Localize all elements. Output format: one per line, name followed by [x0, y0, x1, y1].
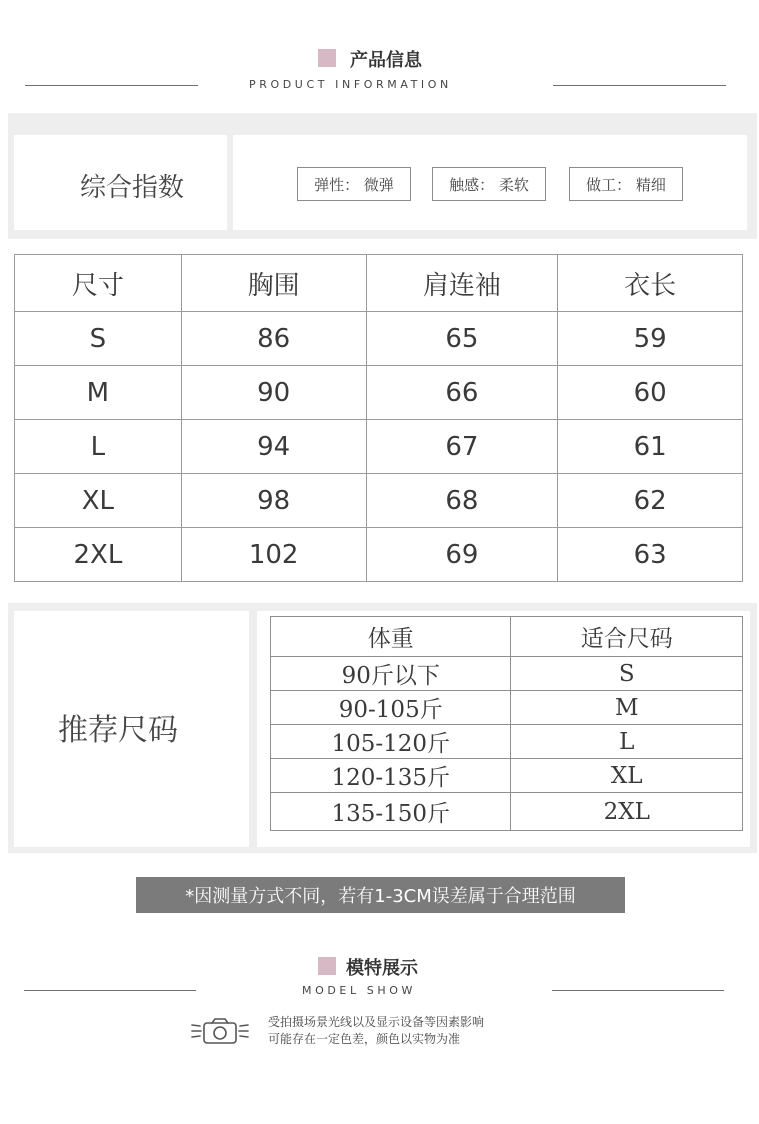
index-label: 综合指数	[80, 173, 185, 203]
table-row	[271, 657, 743, 691]
model-section-subtitle: MODEL SHOW	[302, 984, 416, 997]
model-section-title: 模特展示	[346, 958, 418, 979]
sleeve-cell: 66	[366, 366, 558, 420]
sleeve-cell: 67	[366, 420, 558, 474]
index-tag-workmanship: 做工： 精细	[569, 167, 683, 201]
disclaimer-line-1: 受拍摄场景光线以及显示设备等因素影响	[268, 1015, 485, 1029]
recommend-header-row	[271, 617, 743, 657]
size-cell: L	[15, 420, 182, 474]
header-marker-square	[318, 49, 336, 67]
fit-size-cell: L	[511, 725, 743, 759]
size-cell: XL	[15, 474, 182, 528]
sleeve-cell: 68	[366, 474, 558, 528]
size-header-bust: 胸围	[181, 255, 366, 312]
table-row	[15, 312, 743, 366]
weight-cell: 90斤以下	[271, 657, 511, 691]
table-row	[271, 691, 743, 725]
size-header-sleeve: 肩连袖	[366, 255, 558, 312]
size-header-size: 尺寸	[15, 255, 182, 312]
length-cell: 61	[558, 420, 743, 474]
model-divider-right	[552, 990, 724, 991]
fit-size-cell: M	[511, 691, 743, 725]
camera-icon	[190, 1016, 252, 1046]
disclaimer-line-2: 可能存在一定色差，颜色以实物为准	[268, 1032, 461, 1046]
table-row	[15, 474, 743, 528]
header-divider-right	[553, 85, 726, 86]
weight-cell: 120-135斤	[271, 759, 511, 793]
header-divider-left	[25, 85, 198, 86]
model-marker-square	[318, 957, 336, 975]
bust-cell: 94	[181, 420, 366, 474]
index-tag-touch: 触感： 柔软	[432, 167, 546, 201]
table-row	[15, 420, 743, 474]
table-row	[15, 528, 743, 582]
size-table-header-row	[15, 255, 743, 312]
sleeve-cell: 65	[366, 312, 558, 366]
table-row	[15, 366, 743, 420]
recommend-header-size: 适合尺码	[511, 617, 743, 657]
table-row	[271, 793, 743, 831]
bust-cell: 90	[181, 366, 366, 420]
length-cell: 62	[558, 474, 743, 528]
bust-cell: 98	[181, 474, 366, 528]
model-divider-left	[24, 990, 196, 991]
recommend-header-weight: 体重	[271, 617, 511, 657]
table-row	[271, 725, 743, 759]
section-subtitle: PRODUCT INFORMATION	[249, 78, 452, 91]
size-header-length: 衣长	[558, 255, 743, 312]
size-table	[14, 254, 743, 582]
measurement-note: *因测量方式不同，若有1-3CM误差属于合理范围	[136, 877, 625, 913]
weight-cell: 105-120斤	[271, 725, 511, 759]
weight-cell: 135-150斤	[271, 793, 511, 831]
bust-cell: 86	[181, 312, 366, 366]
length-cell: 63	[558, 528, 743, 582]
size-cell: S	[15, 312, 182, 366]
fit-size-cell: 2XL	[511, 793, 743, 831]
weight-cell: 90-105斤	[271, 691, 511, 725]
size-cell: 2XL	[15, 528, 182, 582]
size-cell: M	[15, 366, 182, 420]
recommend-table	[270, 616, 743, 831]
fit-size-cell: XL	[511, 759, 743, 793]
length-cell: 59	[558, 312, 743, 366]
table-row	[271, 759, 743, 793]
index-tag-elasticity: 弹性： 微弹	[297, 167, 411, 201]
recommend-label: 推荐尺码	[58, 713, 178, 748]
sleeve-cell: 69	[366, 528, 558, 582]
bust-cell: 102	[181, 528, 366, 582]
fit-size-cell: S	[511, 657, 743, 691]
section-title: 产品信息	[350, 50, 422, 71]
length-cell: 60	[558, 366, 743, 420]
